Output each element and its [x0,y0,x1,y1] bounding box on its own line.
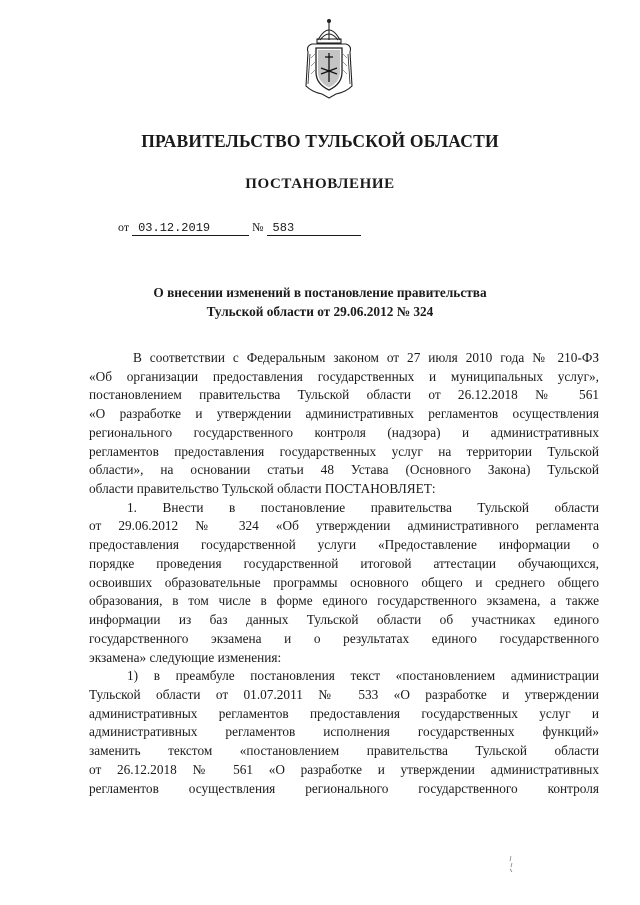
preamble-line: области», на основании статьи 48 Устава (Основного Закона) Тульской [89,462,599,478]
preamble-line: «Об организации предоставления государственных и муниципальных услуг», [89,368,599,384]
document-date: 03.12.2019 [132,221,249,236]
item1-line: предоставления государственной услуги «Предоставление информации о [89,537,599,553]
item1-line: порядке проведения государственной итоговой аттестации обучающихся, [89,555,599,571]
item1-1-line: заменить текстом «постановлением правительства Тульской области [89,743,599,759]
item1-line: информации из баз данных Тульской области об участниках единого [89,612,599,628]
item1-line: 1. Внести в постановление правительства Тульской области [127,499,599,515]
scan-mark [508,855,514,873]
government-title: ПРАВИТЕЛЬСТВО ТУЛЬСКОЙ ОБЛАСТИ [141,131,499,151]
date-prefix: от [118,220,130,234]
item1-line: образования, в том числе в форме единого государственного экзамена, а также [89,593,599,609]
item1-line: государственного экзамена и о результатах единого государственного [89,630,599,646]
number-prefix: № [252,220,264,234]
item1-1-line: от 26.12.2018 № 561 «О разработке и утверждении административных [89,761,599,777]
item1-line: от 29.06.2012 № 324 «Об утверждении административного регламента [89,518,599,534]
preamble-line: «О разработке и утверждении административных регламентов осуществления [89,406,599,422]
subject-line-2: Тульской области от 29.06.2012 № 324 [206,304,434,319]
document-body [89,349,599,798]
item1-1-line: 1) в преамбуле постановления текст «постановлением администрации [127,668,599,684]
subject-line-1: О внесении изменений в постановление правительства [153,285,487,300]
item1-line: экзамена» следующие изменения: [89,649,282,665]
preamble-line: В соответствии с Федеральным законом от 27 июля 2010 года № 210-ФЗ [133,350,599,365]
item1-1-line: регламентов осуществления регионального государственного контроля [89,780,599,796]
preamble-line: регламентов предоставления государственных услуг на территории Тульской [89,443,599,459]
preamble-line: регионального государственного контроля (надзора) и административных [89,424,599,440]
preamble-line: постановлением правительства Тульской области от 26.12.2018 № 561 [89,387,599,403]
coat-of-arms-emblem [302,18,356,100]
item1-1-line: Тульской области от 01.07.2011 № 533 «О разработке и утверждении [89,686,599,702]
document-number: 583 [267,221,361,236]
item1-1-line: административных регламентов исполнения государственных функций» [89,724,599,740]
item1-1-line: административных регламентов предоставления государственных услуг и [89,705,599,721]
document-type: ПОСТАНОВЛЕНИЕ [245,176,395,192]
item1-line: освоивших образовательные программы основного общего и среднего общего [89,574,599,590]
document-meta [118,218,361,236]
preamble-line: области правительство Тульской области ПОСТАНОВЛЯЕТ: [89,481,436,497]
